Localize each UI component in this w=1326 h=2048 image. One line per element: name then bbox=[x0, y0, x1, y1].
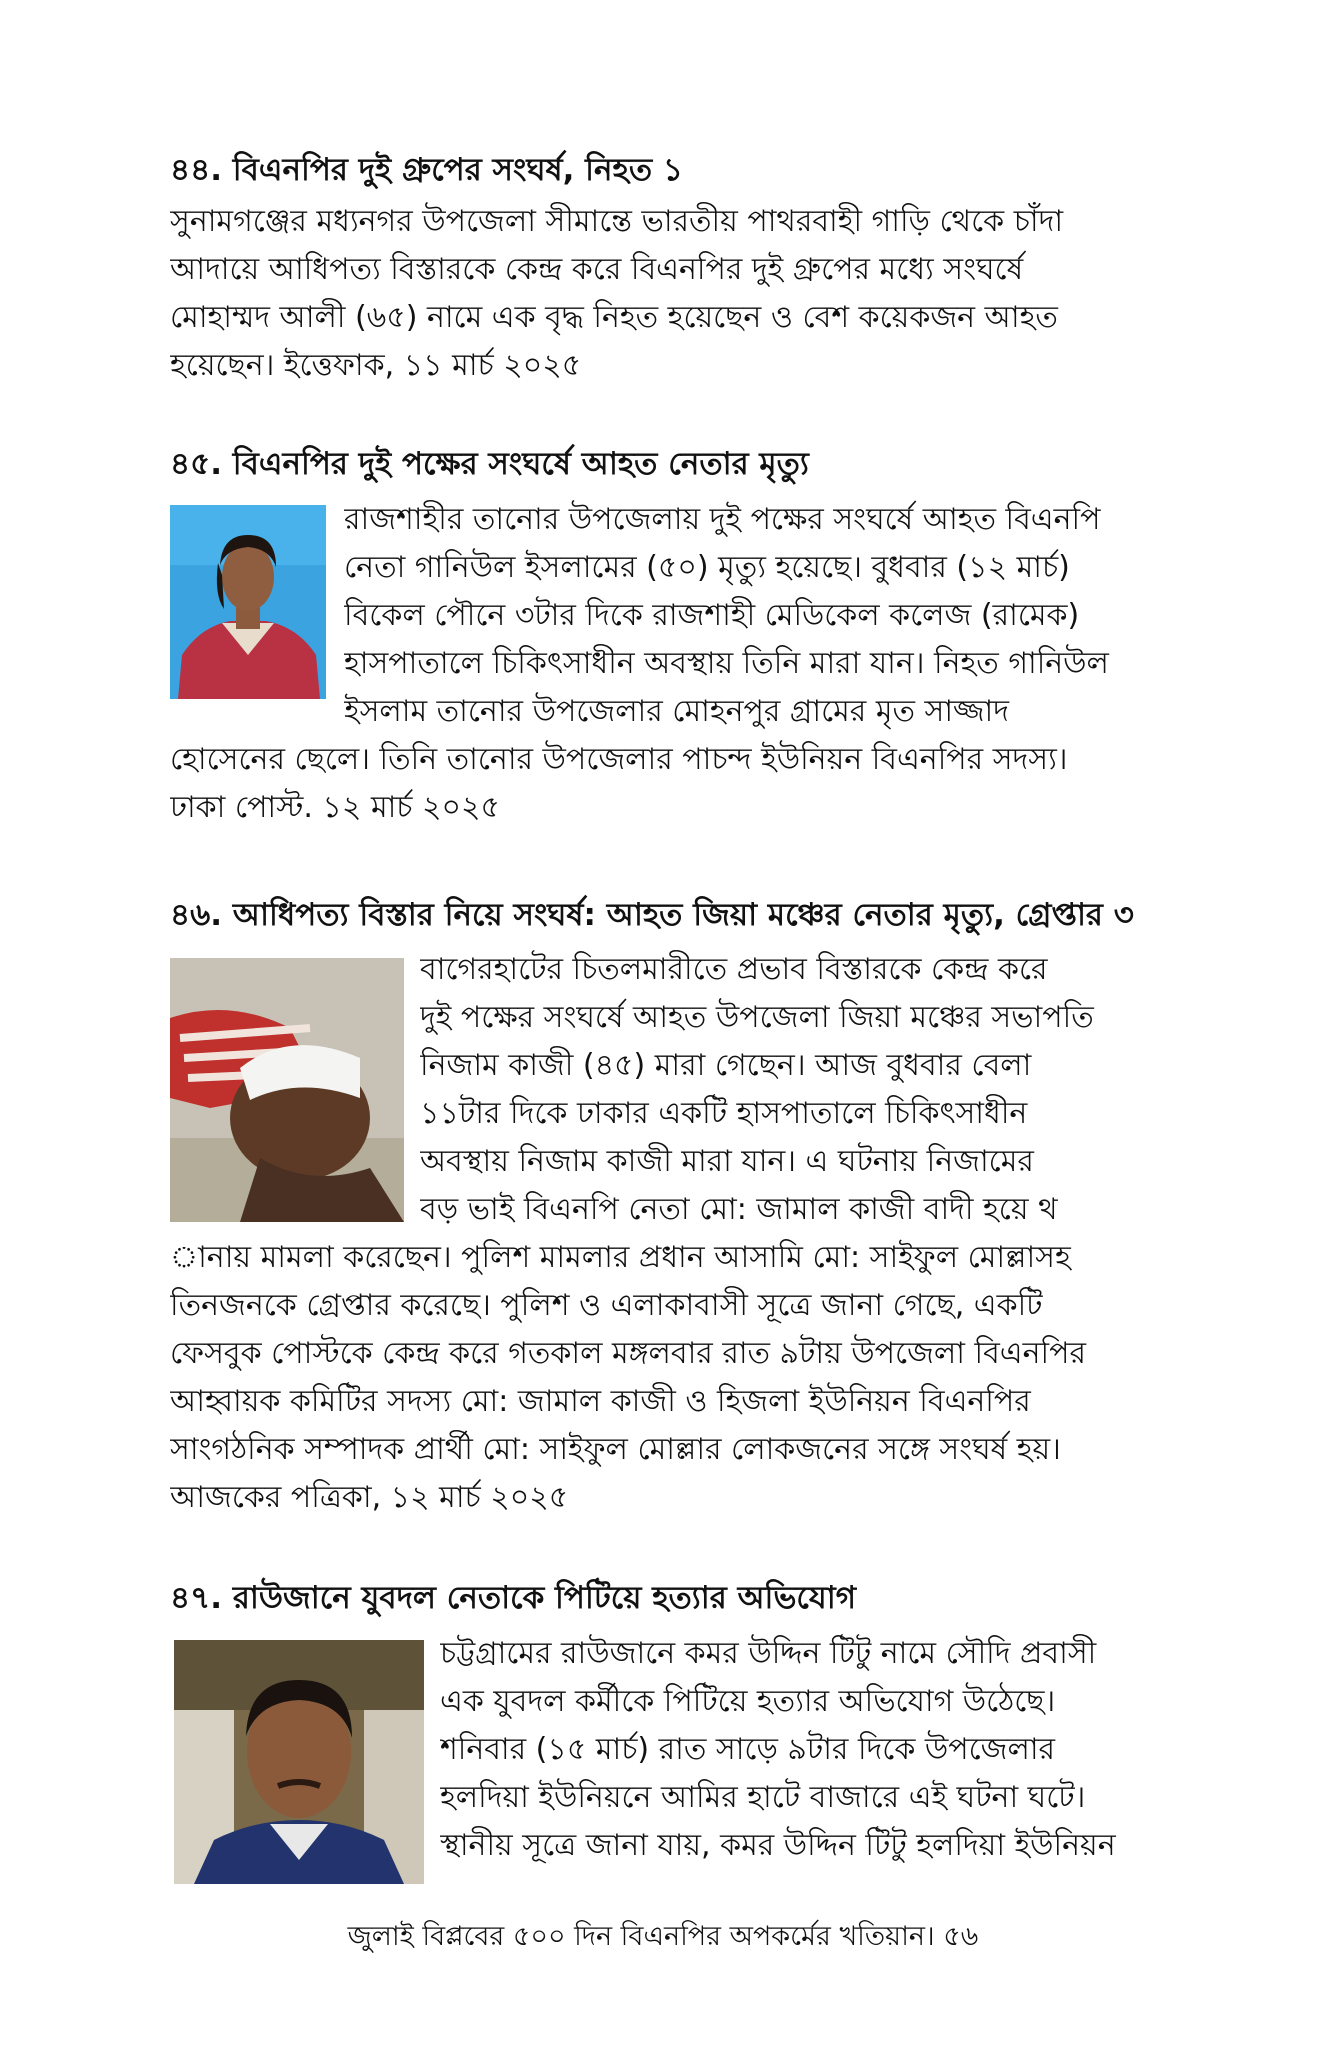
section-44-line: আদায়ে আধিপত্য বিস্তারকে কেন্দ্র করে বিএনপির দুই গ্রুপের মধ্যে সংঘর্ষে bbox=[170, 252, 1024, 287]
section-45-full-text bbox=[170, 736, 1154, 832]
section-46-line: বাগেরহাটের চিতলমারীতে প্রভাব বিস্তারকে কেন্দ্র করে bbox=[420, 952, 1048, 987]
section-47-line: চট্টগ্রামের রাউজানে কমর উদ্দিন টিটু নামে সৌদি প্রবাসী bbox=[440, 1636, 1097, 1671]
section-45-line: ঢাকা পোস্ট. ১২ মার্চ ২০২৫ bbox=[170, 790, 501, 825]
page-footer: জুলাই বিপ্লবের ৫০০ দিন বিএনপির অপকর্মের খতিয়ান। ৫৬ bbox=[347, 1921, 979, 1952]
section-46-full-text bbox=[170, 1234, 1154, 1522]
section-45-title: ৪৫. বিএনপির দুই পক্ষের সংঘর্ষে আহত নেতার মৃত্যু bbox=[170, 446, 809, 482]
section-45-line: ইসলাম তানোর উপজেলার মোহনপুর গ্রামের মৃত সাজ্জাদ bbox=[344, 694, 1009, 729]
section-46-line: অবস্থায় নিজাম কাজী মারা যান। এ ঘটনায় নিজামের bbox=[420, 1144, 1034, 1179]
section-45-line: হোসেনের ছেলে। তিনি তানোর উপজেলার পাচন্দ ইউনিয়ন বিএনপির সদস্য। bbox=[170, 742, 1068, 777]
section-46-line: আহ্বায়ক কমিটির সদস্য মো: জামাল কাজী ও হিজলা ইউনিয়ন বিএনপির bbox=[170, 1384, 1031, 1419]
section-47-title: ৪৭. রাউজানে যুবদল নেতাকে পিটিয়ে হত্যার অভিযোগ bbox=[170, 1580, 857, 1616]
section-47-wrap-text bbox=[440, 1630, 1154, 1870]
section-46-line: সাংগঠনিক সম্পাদক প্রার্থী মো: সাইফুল মোল্লার লোকজনের সঙ্গে সংঘর্ষ হয়। bbox=[170, 1432, 1061, 1467]
section-47-line: শনিবার (১৫ মার্চ) রাত সাড়ে ৯টার দিকে উপজেলার bbox=[440, 1732, 1056, 1767]
section-47-line: এক যুবদল কর্মীকে পিটিয়ে হত্যার অভিযোগ উঠেছে। bbox=[440, 1684, 1056, 1719]
section-45-line: হাসপাতালে চিকিৎসাধীন অবস্থায় তিনি মারা যান। নিহত গানিউল bbox=[344, 646, 1109, 681]
section-44-line: সুনামগঞ্জের মধ্যনগর উপজেলা সীমান্তে ভারতীয় পাথরবাহী গাড়ি থেকে চাঁদা bbox=[170, 204, 1064, 239]
section-45-line: নেতা গানিউল ইসলামের (৫০) মৃত্যু হয়েছে। বুধবার (১২ মার্চ) bbox=[344, 550, 1070, 585]
section-45-wrap-text bbox=[344, 496, 1154, 736]
section-46-line: আজকের পত্রিকা, ১২ মার্চ ২০২৫ bbox=[170, 1480, 569, 1515]
section-47-line: স্থানীয় সূত্রে জানা যায়, কমর উদ্দিন টিটু হলদিয়া ইউনিয়ন bbox=[440, 1828, 1116, 1863]
section-46-line: নিজাম কাজী (৪৫) মারা গেছেন। আজ বুধবার বেলা bbox=[420, 1048, 1032, 1083]
section-46-wrap-text bbox=[420, 946, 1154, 1234]
nizam-kazi-photo bbox=[170, 958, 404, 1222]
section-45 bbox=[170, 442, 1154, 486]
section-44-line: মোহাম্মদ আলী (৬৫) নামে এক বৃদ্ধ নিহত হয়েছেন ও বেশ কয়েকজন আহত bbox=[170, 300, 1058, 335]
section-47 bbox=[170, 1576, 1154, 1620]
section-44-title: ৪৪. বিএনপির দুই গ্রুপের সংঘর্ষ, নিহত ১ bbox=[170, 152, 683, 188]
section-46-line: তিনজনকে গ্রেপ্তার করেছে। পুলিশ ও এলাকাবাসী সূত্রে জানা গেছে, একটি bbox=[170, 1288, 1043, 1323]
section-46-line: ১১টার দিকে ঢাকার একটি হাসপাতালে চিকিৎসাধীন bbox=[420, 1096, 1028, 1131]
section-44-line: হয়েছেন। ইত্তেফাক, ১১ মার্চ ২০২৫ bbox=[170, 348, 582, 383]
section-46-line: ফেসবুক পোস্টকে কেন্দ্র করে গতকাল মঙ্গলবার রাত ৯টায় উপজেলা বিএনপির bbox=[170, 1336, 1086, 1371]
komor-uddin-photo bbox=[174, 1640, 424, 1884]
section-46-line: বড় ভাই বিএনপি নেতা মো: জামাল কাজী বাদী হয়ে থ bbox=[420, 1192, 1058, 1227]
section-46-title: ৪৬. আধিপত্য বিস্তার নিয়ে সংঘর্ষ: আহত জিয়া মঞ্চের নেতার মৃত্যু, গ্রেপ্তার ৩ bbox=[170, 897, 1134, 933]
hospital-image bbox=[170, 958, 404, 1222]
section-45-line: রাজশাহীর তানোর উপজেলায় দুই পক্ষের সংঘর্ষে আহত বিএনপি bbox=[344, 502, 1101, 537]
section-47-line: হলদিয়া ইউনিয়নে আমির হাটে বাজারে এই ঘটনা ঘটে। bbox=[440, 1780, 1086, 1815]
section-46 bbox=[170, 893, 1154, 937]
ganiul-islam-photo bbox=[170, 505, 326, 699]
section-44 bbox=[170, 148, 1154, 390]
section-45-line: বিকেল পৌনে ৩টার দিকে রাজশাহী মেডিকেল কলেজ (রামেক) bbox=[344, 598, 1080, 633]
section-46-line: ানায় মামলা করেছেন। পুলিশ মামলার প্রধান আসামি মো: সাইফুল মোল্লাসহ bbox=[170, 1240, 1071, 1275]
portrait-image bbox=[170, 505, 326, 699]
portrait-image bbox=[174, 1640, 424, 1884]
section-46-line: দুই পক্ষের সংঘর্ষে আহত উপজেলা জিয়া মঞ্চের সভাপতি bbox=[420, 1000, 1094, 1035]
